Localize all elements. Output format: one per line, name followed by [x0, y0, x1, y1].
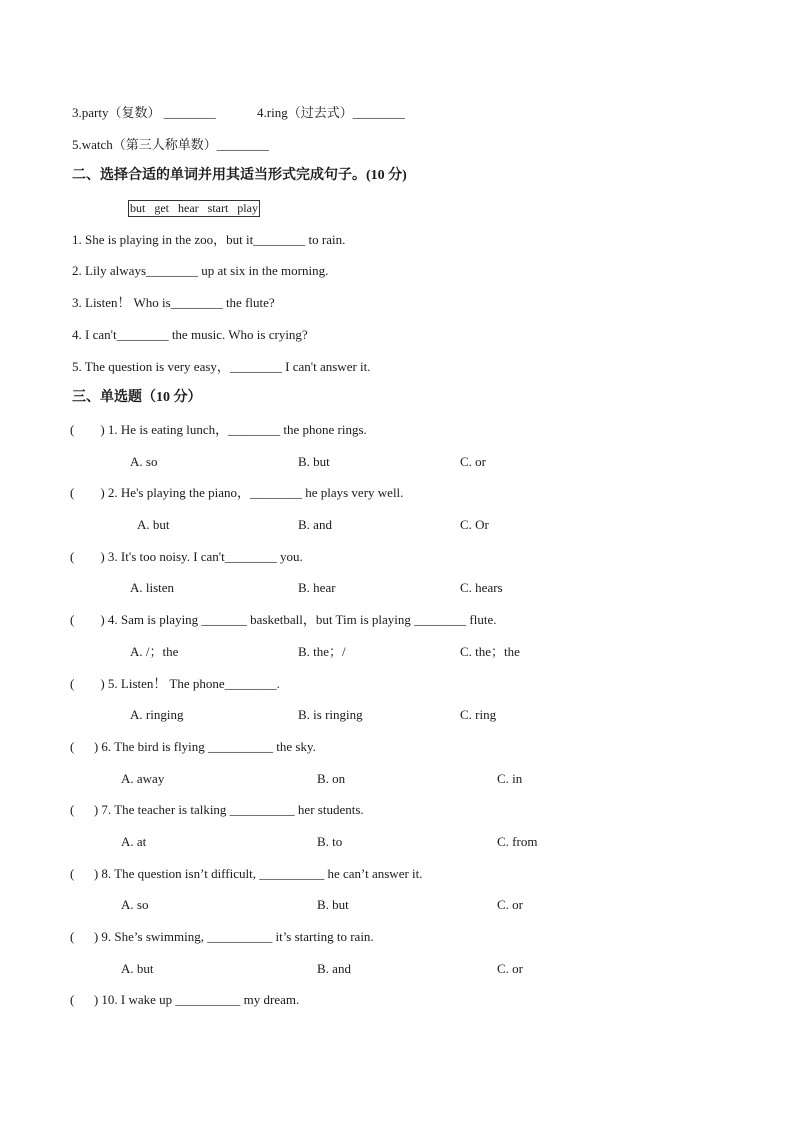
option-b: B. the；/	[298, 644, 346, 659]
option-b: B. but	[317, 897, 349, 912]
option-b: B. on	[317, 771, 346, 786]
question-stem: ( ) 2. He's playing the piano，________ he plays very well.	[70, 485, 404, 500]
question-stem: ( ) 1. He is eating lunch，________ the phone rings.	[70, 422, 367, 437]
option-b: B. but	[298, 454, 330, 469]
option-c: C. or	[497, 897, 523, 912]
option-a: A. ringing	[130, 707, 184, 722]
question-stem: ( ) 10. I wake up __________ my dream.	[70, 992, 300, 1007]
sentence-item: 2. Lily always________ up at six in the morning.	[72, 263, 329, 278]
option-c: C. or	[460, 454, 486, 469]
sentence-item: 1. She is playing in the zoo，but it________ to rain.	[72, 232, 346, 247]
option-c: C. the；the	[460, 644, 520, 659]
question-stem: ( ) 6. The bird is flying __________ the sky.	[70, 739, 316, 754]
option-b: B. and	[317, 961, 351, 976]
question-stem: ( ) 7. The teacher is talking __________ her students.	[70, 802, 364, 817]
option-c: C. Or	[460, 517, 489, 532]
option-c: C. ring	[460, 707, 497, 722]
option-c: C. or	[497, 961, 523, 976]
question-stem: ( ) 8. The question isn’t difficult, __________ he can’t answer it.	[70, 866, 423, 881]
sentence-item: 4. I can't________ the music. Who is crying?	[72, 327, 308, 342]
option-a: A. so	[130, 454, 158, 469]
option-a: A. at	[121, 834, 147, 849]
word-bank: but get hear start play	[130, 201, 258, 215]
sentence-item: 5. The question is very easy，________ I can't answer it.	[72, 359, 371, 374]
option-b: B. to	[317, 834, 343, 849]
option-a: A. so	[121, 897, 149, 912]
section-3-title: 三、单选题（10 分）	[72, 390, 202, 405]
option-b: B. and	[298, 517, 332, 532]
fill-item-4: 4.ring（过去式）________	[257, 105, 405, 120]
option-a: A. but	[121, 961, 154, 976]
option-c: C. from	[497, 834, 538, 849]
fill-item-3: 3.party（复数） ________	[72, 105, 216, 120]
option-b: B. hear	[298, 580, 336, 595]
option-c: C. in	[497, 771, 523, 786]
sentence-item: 3. Listen！ Who is________ the flute?	[72, 295, 275, 310]
option-c: C. hears	[460, 580, 503, 595]
question-stem: ( ) 4. Sam is playing _______ basketball，but Tim is playing ________ flute.	[70, 612, 497, 627]
option-a: A. listen	[130, 580, 175, 595]
section-2-title: 二、选择合适的单词并用其适当形式完成句子。(10 分)	[72, 168, 407, 183]
option-a: A. away	[121, 771, 165, 786]
question-stem: ( ) 5. Listen！ The phone________.	[70, 676, 280, 691]
option-b: B. is ringing	[298, 707, 363, 722]
option-a: A. but	[137, 517, 170, 532]
fill-item-5: 5.watch（第三人称单数）________	[72, 137, 269, 152]
question-stem: ( ) 3. It's too noisy. I can't________ you.	[70, 549, 303, 564]
question-stem: ( ) 9. She’s swimming, __________ it’s starting to rain.	[70, 929, 374, 944]
option-a: A. /；the	[130, 644, 179, 659]
